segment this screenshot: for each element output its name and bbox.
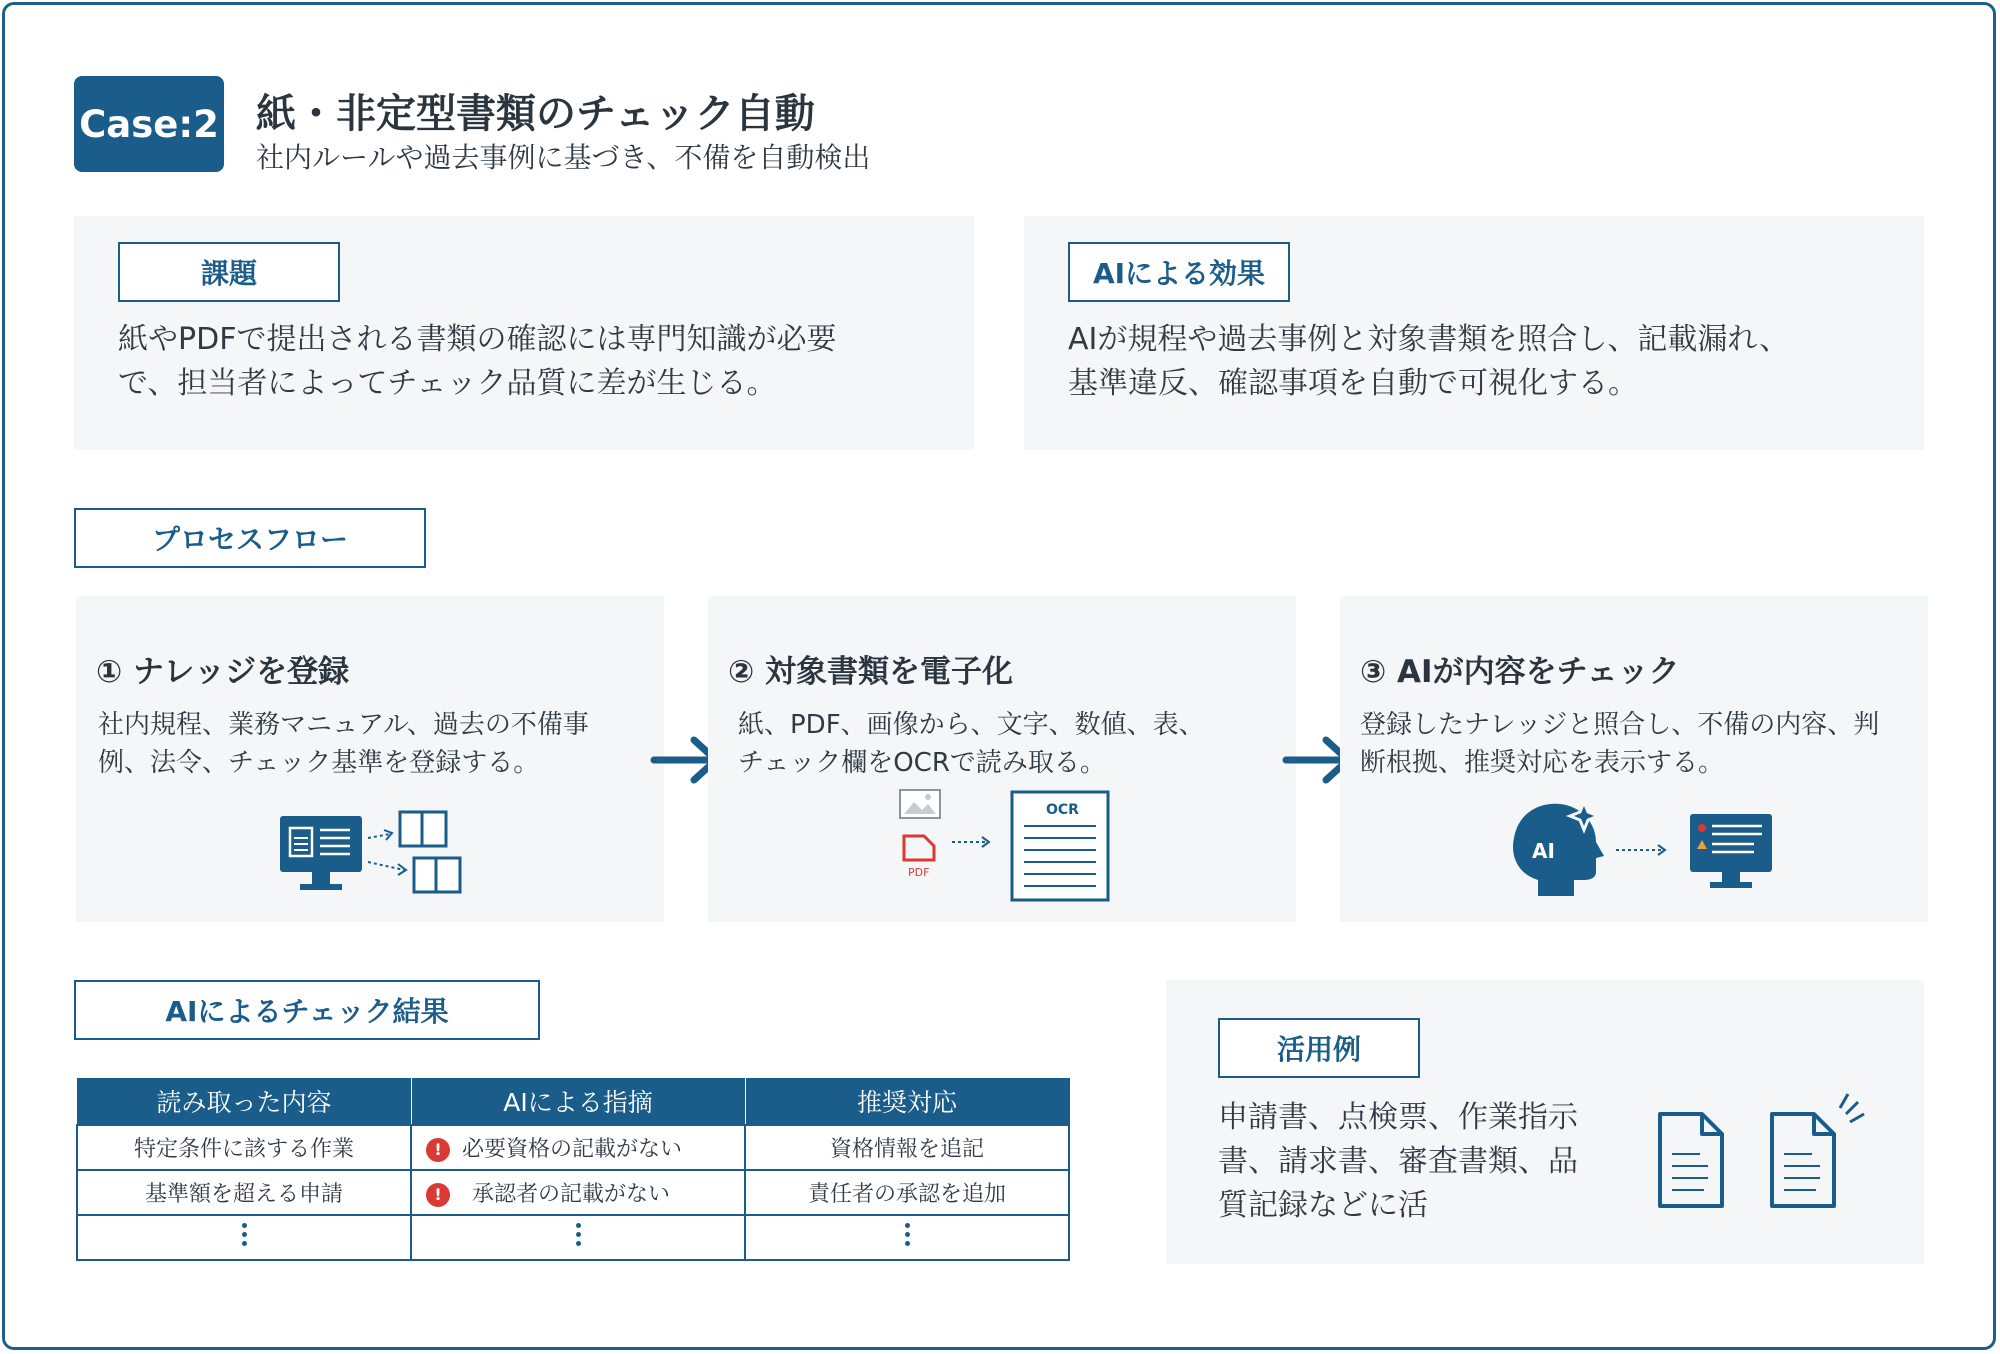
cell-content: 基準額を超える申請: [77, 1170, 411, 1215]
results-label: AIによるチェック結果: [74, 980, 540, 1040]
problem-text-line2: で、担当者によってチェック品質に差が生じる。: [118, 366, 777, 401]
ocr-icon-label: OCR: [1046, 802, 1079, 818]
ai-head-icon: [1513, 802, 1604, 896]
table-row: [77, 1125, 1069, 1170]
ai-head-label: AI: [1532, 839, 1555, 863]
usage-label: 活用例: [1218, 1018, 1420, 1078]
case-badge: Case:2: [74, 76, 224, 172]
usage-text-line1: 申請書、点検票、作業指示: [1218, 1100, 1578, 1135]
vertical-ellipsis-icon: [241, 1219, 247, 1250]
image-file-icon: [900, 790, 940, 818]
step-2-text-line1: 紙、PDF、画像から、文字、数値、表、: [738, 710, 1205, 740]
ellipsis-cell: [411, 1215, 745, 1260]
alert-icon: !: [426, 1138, 450, 1162]
pdf-file-icon: [904, 836, 934, 879]
usage-text-line2: 書、請求書、審査書類、品: [1218, 1144, 1578, 1179]
cell-content: 特定条件に該する作業: [77, 1125, 411, 1170]
problem-text-line1: 紙やPDFで提出される書類の確認には専門知識が必要: [118, 322, 837, 357]
results-table: [76, 1078, 1070, 1261]
knowledge-register-illustration: [276, 800, 476, 900]
issue-text: 必要資格の記載がない: [462, 1136, 683, 1162]
step-3-title: ③ AIが内容をチェック: [1360, 654, 1680, 690]
step-3-text-line2: 断根拠、推奨対応を表示する。: [1360, 748, 1725, 778]
table-row: [77, 1170, 1069, 1215]
effect-text-line2: 基準違反、確認事項を自動で可視化する。: [1068, 366, 1638, 401]
result-monitor-icon: [1690, 814, 1772, 888]
vertical-ellipsis-icon: [575, 1219, 581, 1250]
effect-label: AIによる効果: [1068, 242, 1290, 302]
page-title: 紙・非定型書類のチェック自動: [256, 91, 815, 137]
step-1-text-line1: 社内規程、業務マニュアル、過去の不備事: [98, 710, 589, 740]
issue-text: 承認者の記載がない: [472, 1181, 671, 1207]
step-3-text-line1: 登録したナレッジと照合し、不備の内容、判: [1360, 710, 1880, 740]
dotted-arrow-icon: [1616, 845, 1665, 855]
step-1-title: ① ナレッジを登録: [96, 654, 350, 690]
table-header-row: [77, 1079, 1069, 1125]
ellipsis-cell: [77, 1215, 411, 1260]
effect-text-line1: AIが規程や過去事例と対象書類を照合し、記載漏れ、: [1068, 322, 1790, 357]
book-icon: [400, 812, 460, 892]
document-icon: [1660, 1114, 1722, 1206]
vertical-ellipsis-icon: [904, 1219, 910, 1250]
step-2-text-line2: チェック欄をOCRで読み取る。: [738, 748, 1106, 778]
documents-illustration: [1652, 1090, 1892, 1216]
digitize-illustration: [896, 786, 1116, 906]
process-label: プロセスフロー: [74, 508, 426, 568]
column-header-content: 読み取った内容: [77, 1079, 411, 1125]
ocr-document-icon: [1012, 792, 1108, 900]
problem-label: 課題: [118, 242, 340, 302]
monitor-icon: [280, 816, 362, 890]
step-2-title: ② 対象書類を電子化: [728, 654, 1014, 690]
cell-issue: [411, 1125, 745, 1170]
ai-check-illustration: [1504, 796, 1784, 906]
cell-action: 資格情報を追記: [745, 1125, 1069, 1170]
ellipsis-cell: [745, 1215, 1069, 1260]
document-icon: [1772, 1094, 1864, 1206]
column-header-issue: AIによる指摘: [411, 1079, 745, 1125]
table-row-ellipsis: [77, 1215, 1069, 1260]
cell-issue: [411, 1170, 745, 1215]
page-subtitle: 社内ルールや過去事例に基づき、不備を自動検出: [256, 141, 871, 174]
alert-icon: !: [426, 1183, 450, 1207]
cell-action: 責任者の承認を追加: [745, 1170, 1069, 1215]
column-header-action: 推奨対応: [745, 1079, 1069, 1125]
dotted-arrow-icon: [952, 837, 989, 847]
usage-text-line3: 質記録などに活: [1218, 1188, 1428, 1223]
step-1-text-line2: 例、法令、チェック基準を登録する。: [98, 748, 540, 778]
pdf-icon-label: PDF: [908, 866, 930, 879]
